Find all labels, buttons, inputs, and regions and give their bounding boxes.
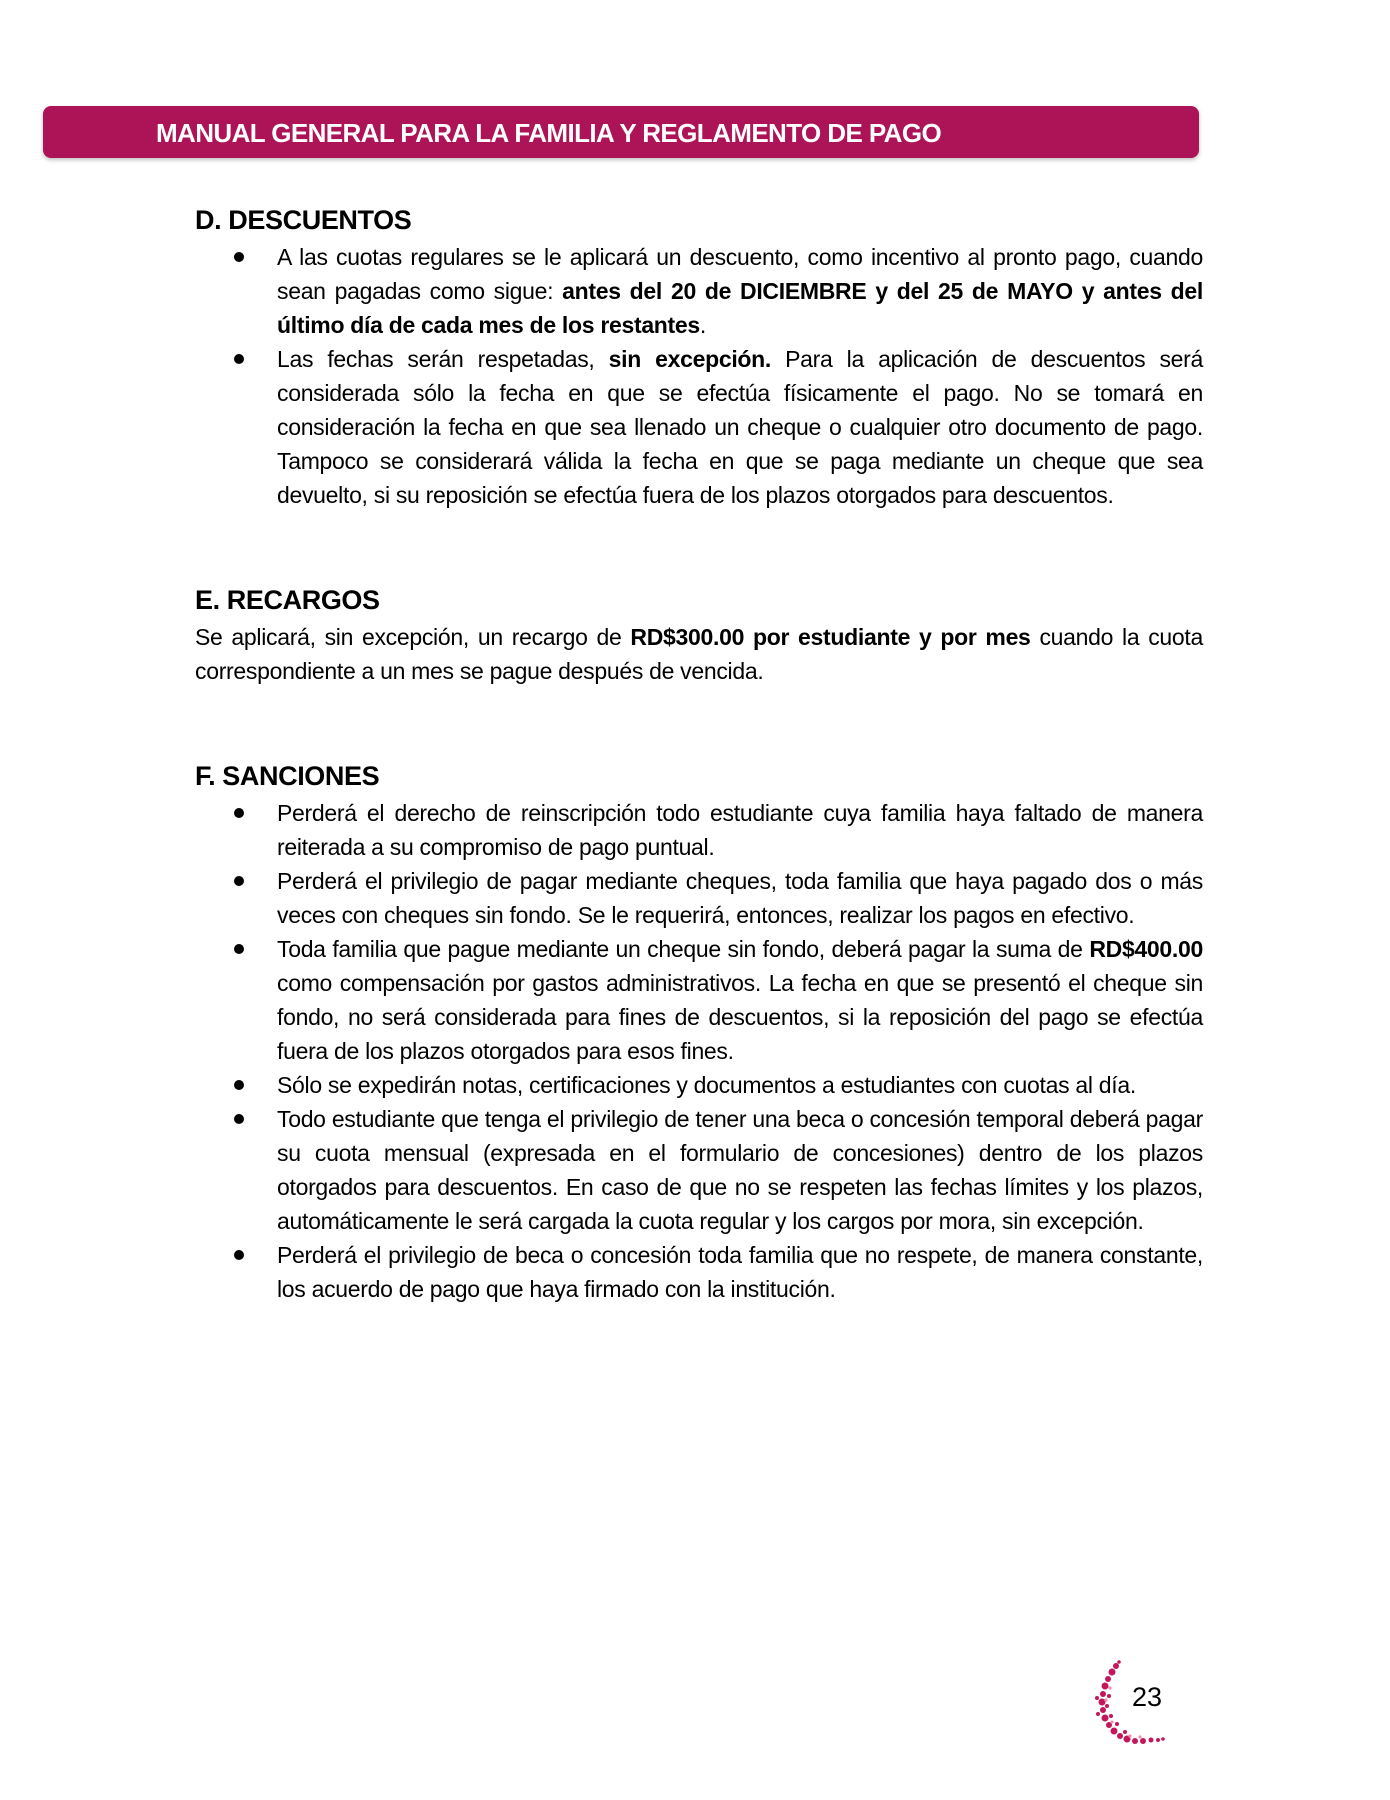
bullet-icon (234, 252, 244, 262)
list-item (195, 864, 1203, 932)
descuentos-list (195, 240, 1203, 512)
page-content (195, 200, 1203, 1306)
section-sanciones (195, 756, 1203, 1306)
item-text: Perderá el privilegio de beca o concesión toda familia que no respete, de manera constante, los acuerdo de pago que haya firmado con la institución. (277, 1242, 1203, 1302)
bullet-icon (234, 808, 244, 818)
item-text: Para la aplicación de descuentos será considerada sólo la fecha en que se efectúa físicamente el pago. No se tomará en consideración la fecha en que sea llenado un cheque o cualquier otro documento de pago. Tampoco se considerará válida la fecha en que se paga mediante un cheque que sea devuelto, si su reposición se efectúa fuera de los plazos otorgados para descuentos. (277, 346, 1203, 508)
paragraph-bold-text: RD$300.00 por estudiante y por mes (630, 624, 1031, 650)
section-title-recargos: E. RECARGOS (195, 585, 380, 615)
bullet-icon (234, 876, 244, 886)
bullet-icon (234, 1114, 244, 1124)
item-text: A las cuotas regulares se le aplicará un descuento, como incentivo al pronto pago, cuando sean pagadas como sigue: (277, 244, 1203, 304)
item-text: Sólo se expedirán notas, certificaciones y documentos a estudiantes con cuotas al día. (277, 1072, 1136, 1098)
bullet-icon (234, 1250, 244, 1260)
item-text: Toda familia que pague mediante un cheque sin fondo, deberá pagar la suma de (277, 936, 1090, 962)
section-title-descuentos: D. DESCUENTOS (195, 205, 412, 235)
list-item (195, 796, 1203, 864)
paragraph-text: cuando la cuota correspondiente a un mes se pague después de vencida. (195, 624, 1204, 684)
list-item (195, 240, 1203, 342)
section-descuentos (195, 200, 1203, 512)
page-footer (1090, 1660, 1180, 1760)
document-title: MANUAL GENERAL PARA LA FAMILIA Y REGLAMENTO DE PAGO (156, 118, 942, 148)
item-text: . (699, 312, 706, 338)
list-item (195, 1102, 1203, 1238)
bullet-icon (234, 354, 244, 364)
item-text: como compensación por gastos administrativos. La fecha en que se presentó el cheque sin fondo, no será considerada para fines de descuentos, si la reposición del pago se efectúa fuera de los plazos otorgados para esos fines. (277, 970, 1203, 1064)
item-bold-text: sin excepción. (608, 346, 771, 372)
item-text: Las fechas serán respetadas, (277, 346, 609, 372)
paragraph-text: Se aplicará, sin excepción, un recargo de (195, 624, 631, 650)
sanciones-list (195, 796, 1203, 1306)
bullet-icon (234, 1080, 244, 1090)
item-bold-text: antes del 20 de DICIEMBRE y del 25 de MAYO y antes del último día de cada mes de los restantes (277, 278, 1203, 338)
list-item (195, 1068, 1203, 1102)
item-text: Perderá el privilegio de pagar mediante cheques, toda familia que haya pagado dos o más veces con cheques sin fondo. Se le requerirá, entonces, realizar los pagos en efectivo. (277, 868, 1203, 928)
item-bold-text: RD$400.00 (1089, 936, 1203, 962)
item-text: Todo estudiante que tenga el privilegio de tener una beca o concesión temporal deberá pagar su cuota mensual (expresada en el formulario de concesiones) dentro de los plazos otorgados para descuentos. En caso de que no se respeten las fechas límites y los plazos, automáticamente le será cargada la cuota regular y los cargos por mora, sin excepción. (277, 1106, 1203, 1234)
header-bar (43, 106, 1199, 158)
recargos-paragraph (195, 620, 1203, 688)
list-item (195, 342, 1203, 512)
page-number: 23 (1132, 1682, 1163, 1712)
bullet-icon (234, 944, 244, 954)
list-item (195, 1238, 1203, 1306)
section-recargos (195, 580, 1203, 688)
item-text: Perderá el derecho de reinscripción todo estudiante cuya familia haya faltado de manera reiterada a su compromiso de pago puntual. (277, 800, 1203, 860)
section-title-sanciones: F. SANCIONES (195, 761, 380, 791)
list-item (195, 932, 1203, 1068)
